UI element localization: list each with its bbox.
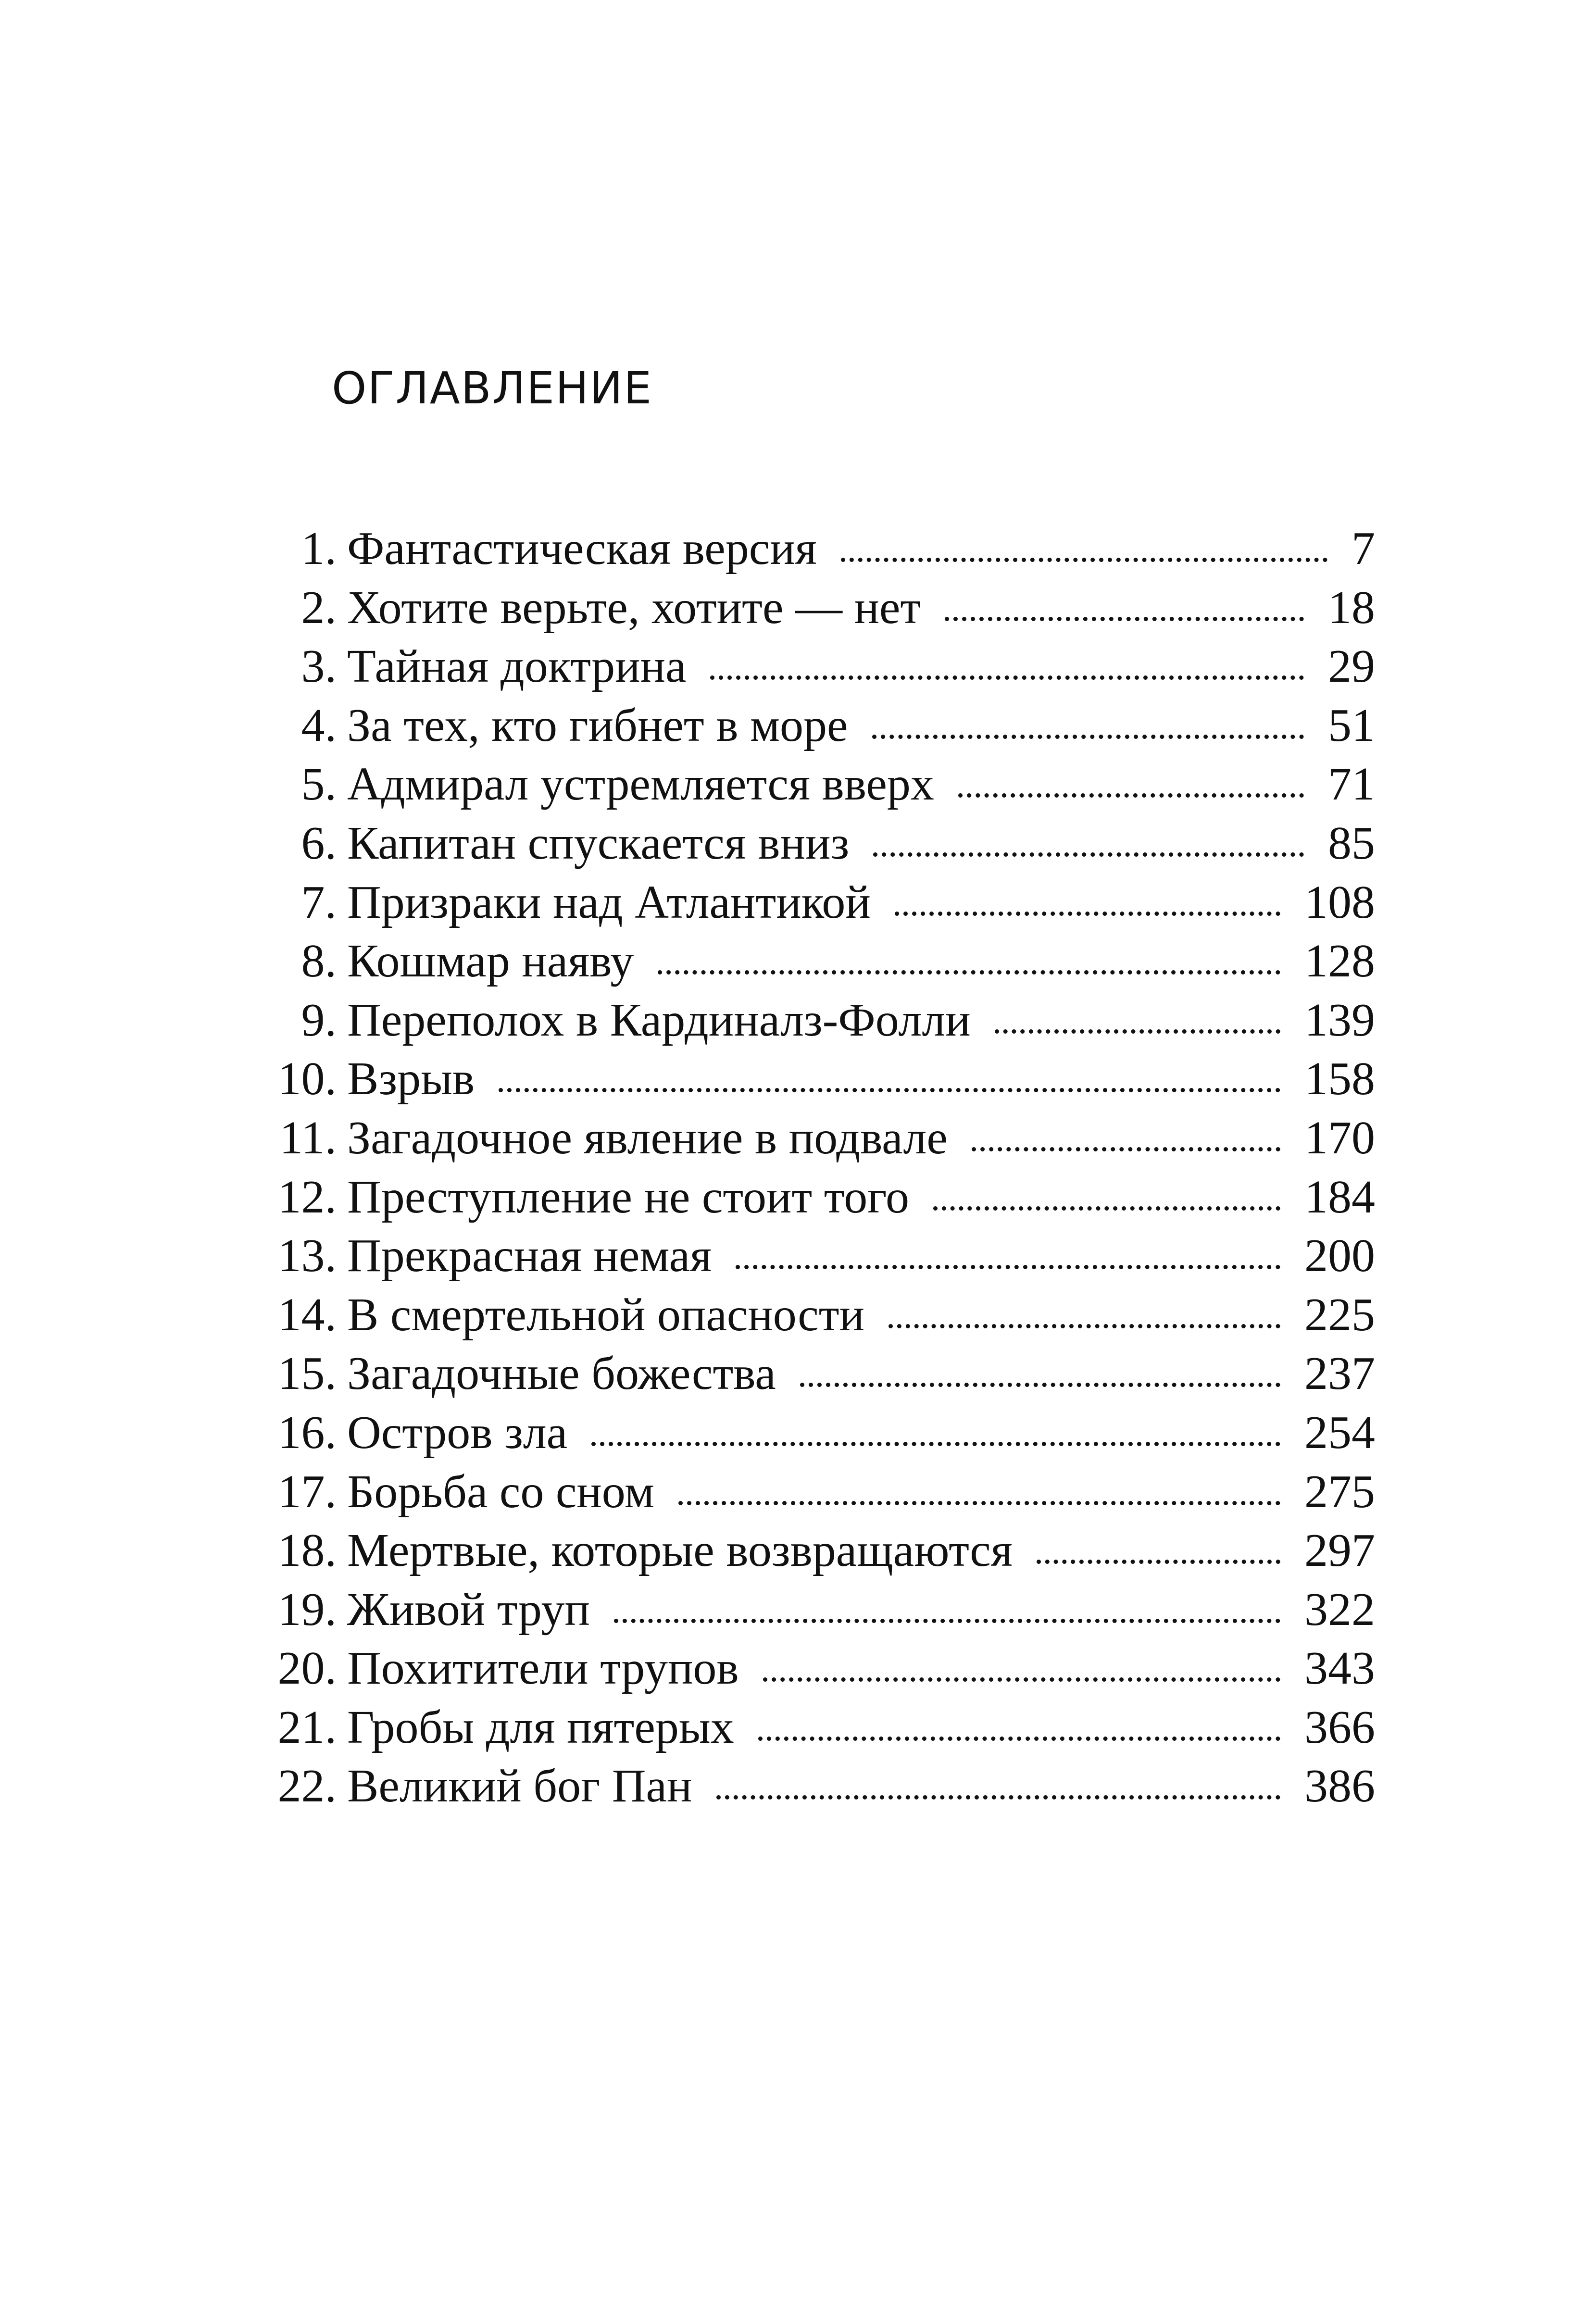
toc-entry [250, 1580, 1375, 1639]
toc-entry-page: 275 [1304, 1465, 1375, 1518]
toc-dot-leader [1037, 1560, 1280, 1564]
toc-entry [250, 578, 1375, 637]
toc-entry-title: Похитители трупов [347, 1642, 739, 1695]
toc-entry [250, 755, 1375, 814]
toc-entry [250, 1344, 1375, 1403]
toc-entry-page: 158 [1304, 1053, 1375, 1105]
toc-entry-number: 7. [301, 876, 337, 928]
toc-dot-leader [591, 1442, 1280, 1446]
toc-dot-leader [678, 1501, 1280, 1505]
toc-dot-leader [710, 675, 1304, 680]
toc-entry-page: 297 [1304, 1524, 1375, 1577]
toc-entry-number: 6. [301, 817, 337, 869]
toc-entry-number: 22. [277, 1760, 337, 1812]
toc-entry [250, 519, 1375, 578]
toc-dot-leader [995, 1029, 1280, 1034]
toc-heading: ОГЛАВЛЕНИЕ [332, 362, 653, 414]
toc-entry-number: 16. [277, 1406, 337, 1459]
toc-dot-leader [889, 1324, 1280, 1328]
toc-entry-number: 4. [301, 699, 337, 751]
toc-entry-page: 51 [1328, 699, 1375, 751]
toc-entry [250, 873, 1375, 932]
toc-entry-page: 386 [1304, 1760, 1375, 1812]
toc-entry-title: Тайная доктрина [347, 640, 687, 693]
toc-entry-number: 12. [277, 1171, 337, 1223]
toc-entry-number: 13. [277, 1230, 337, 1282]
toc-entry-page: 71 [1328, 758, 1375, 811]
toc-entry-page: 322 [1304, 1583, 1375, 1636]
toc-dot-leader [841, 558, 1327, 562]
toc-entry-page: 18 [1328, 581, 1375, 634]
toc-entry-page: 29 [1328, 640, 1375, 693]
toc-entry-page: 128 [1304, 935, 1375, 987]
toc-entry-title: Капитан спускается вниз [347, 817, 850, 869]
toc-entry-title: Остров зла [347, 1406, 568, 1459]
toc-entry-page: 85 [1328, 817, 1375, 869]
toc-dot-leader [895, 912, 1280, 916]
toc-dot-leader [758, 1737, 1280, 1741]
toc-entry-title: Живой труп [347, 1583, 590, 1636]
toc-entry-title: Великий бог Пан [347, 1760, 692, 1812]
toc-entry [250, 1226, 1375, 1286]
toc-entry-title: Кошмар наяву [347, 935, 634, 987]
toc-dot-leader [614, 1619, 1280, 1623]
toc-entry-number: 11. [279, 1112, 337, 1164]
toc-dot-leader [800, 1383, 1280, 1387]
toc-entry-number: 15. [277, 1348, 337, 1400]
toc-entry-page: 237 [1304, 1348, 1375, 1400]
toc-entry [250, 637, 1375, 696]
toc-dot-leader [933, 1206, 1280, 1211]
toc-entry-title: Мертвые, которые возвращаются [347, 1524, 1013, 1577]
toc-entry [250, 1403, 1375, 1462]
toc-entry-page: 254 [1304, 1406, 1375, 1459]
toc-dot-leader [499, 1088, 1280, 1092]
toc-entry-number: 18. [277, 1524, 337, 1577]
toc-entry [250, 696, 1375, 755]
toc-dot-leader [716, 1795, 1281, 1799]
toc-list [250, 519, 1375, 1816]
toc-entry-title: В смертельной опасности [347, 1288, 864, 1341]
toc-entry-title: Прекрасная немая [347, 1230, 712, 1282]
toc-entry [250, 1050, 1375, 1109]
toc-entry-page: 225 [1304, 1288, 1375, 1341]
toc-entry [250, 814, 1375, 873]
toc-entry [250, 1286, 1375, 1345]
toc-entry-title: Взрыв [347, 1053, 475, 1105]
toc-entry [250, 1757, 1375, 1816]
toc-entry-title: За тех, кто гибнет в море [347, 699, 848, 751]
toc-entry-title: Преступление не стоит того [347, 1171, 910, 1223]
toc-entry-page: 139 [1304, 994, 1375, 1046]
toc-entry [250, 991, 1375, 1050]
toc-entry-page: 343 [1304, 1642, 1375, 1695]
toc-entry-title: Борьба со сном [347, 1465, 654, 1518]
toc-dot-leader [736, 1265, 1280, 1269]
toc-entry-number: 9. [301, 994, 337, 1046]
toc-entry-title: Адмирал устремляется вверх [347, 758, 934, 811]
toc-entry-number: 14. [277, 1288, 337, 1341]
toc-dot-leader [873, 852, 1304, 857]
toc-dot-leader [763, 1677, 1280, 1682]
toc-entry-page: 366 [1304, 1701, 1375, 1753]
toc-dot-leader [945, 617, 1304, 621]
toc-entry-number: 17. [277, 1465, 337, 1518]
toc-dot-leader [958, 793, 1304, 798]
toc-entry-number: 2. [301, 581, 337, 634]
toc-entry-title: Загадочное явление в подвале [347, 1112, 948, 1164]
toc-entry-number: 10. [277, 1053, 337, 1105]
toc-entry [250, 1639, 1375, 1698]
toc-entry [250, 932, 1375, 991]
toc-entry-number: 21. [277, 1701, 337, 1753]
toc-entry-number: 8. [301, 935, 337, 987]
toc-entry-title: Фантастическая версия [347, 523, 817, 575]
toc-entry-number: 3. [301, 640, 337, 693]
toc-entry-number: 20. [277, 1642, 337, 1695]
toc-entry-number: 5. [301, 758, 337, 811]
toc-dot-leader [658, 970, 1280, 975]
toc-entry-page: 200 [1304, 1230, 1375, 1282]
toc-entry-title: Хотите верьте, хотите — нет [347, 581, 921, 634]
toc-entry-page: 108 [1304, 876, 1375, 928]
toc-dot-leader [972, 1147, 1280, 1151]
toc-entry [250, 1109, 1375, 1168]
toc-entry [250, 1462, 1375, 1522]
toc-entry-title: Гробы для пятерых [347, 1701, 734, 1753]
toc-entry-title: Переполох в Кардиналз-Фолли [347, 994, 971, 1046]
toc-entry-title: Загадочные божества [347, 1348, 776, 1400]
toc-entry-page: 170 [1304, 1112, 1375, 1164]
toc-entry-page: 7 [1352, 523, 1375, 575]
toc-entry [250, 1168, 1375, 1227]
toc-entry-page: 184 [1304, 1171, 1375, 1223]
toc-entry [250, 1521, 1375, 1580]
toc-entry-number: 19. [277, 1583, 337, 1636]
toc-entry-title: Призраки над Атлантикой [347, 876, 871, 928]
toc-entry-number: 1. [301, 523, 337, 575]
toc-dot-leader [872, 735, 1304, 739]
toc-entry [250, 1698, 1375, 1757]
